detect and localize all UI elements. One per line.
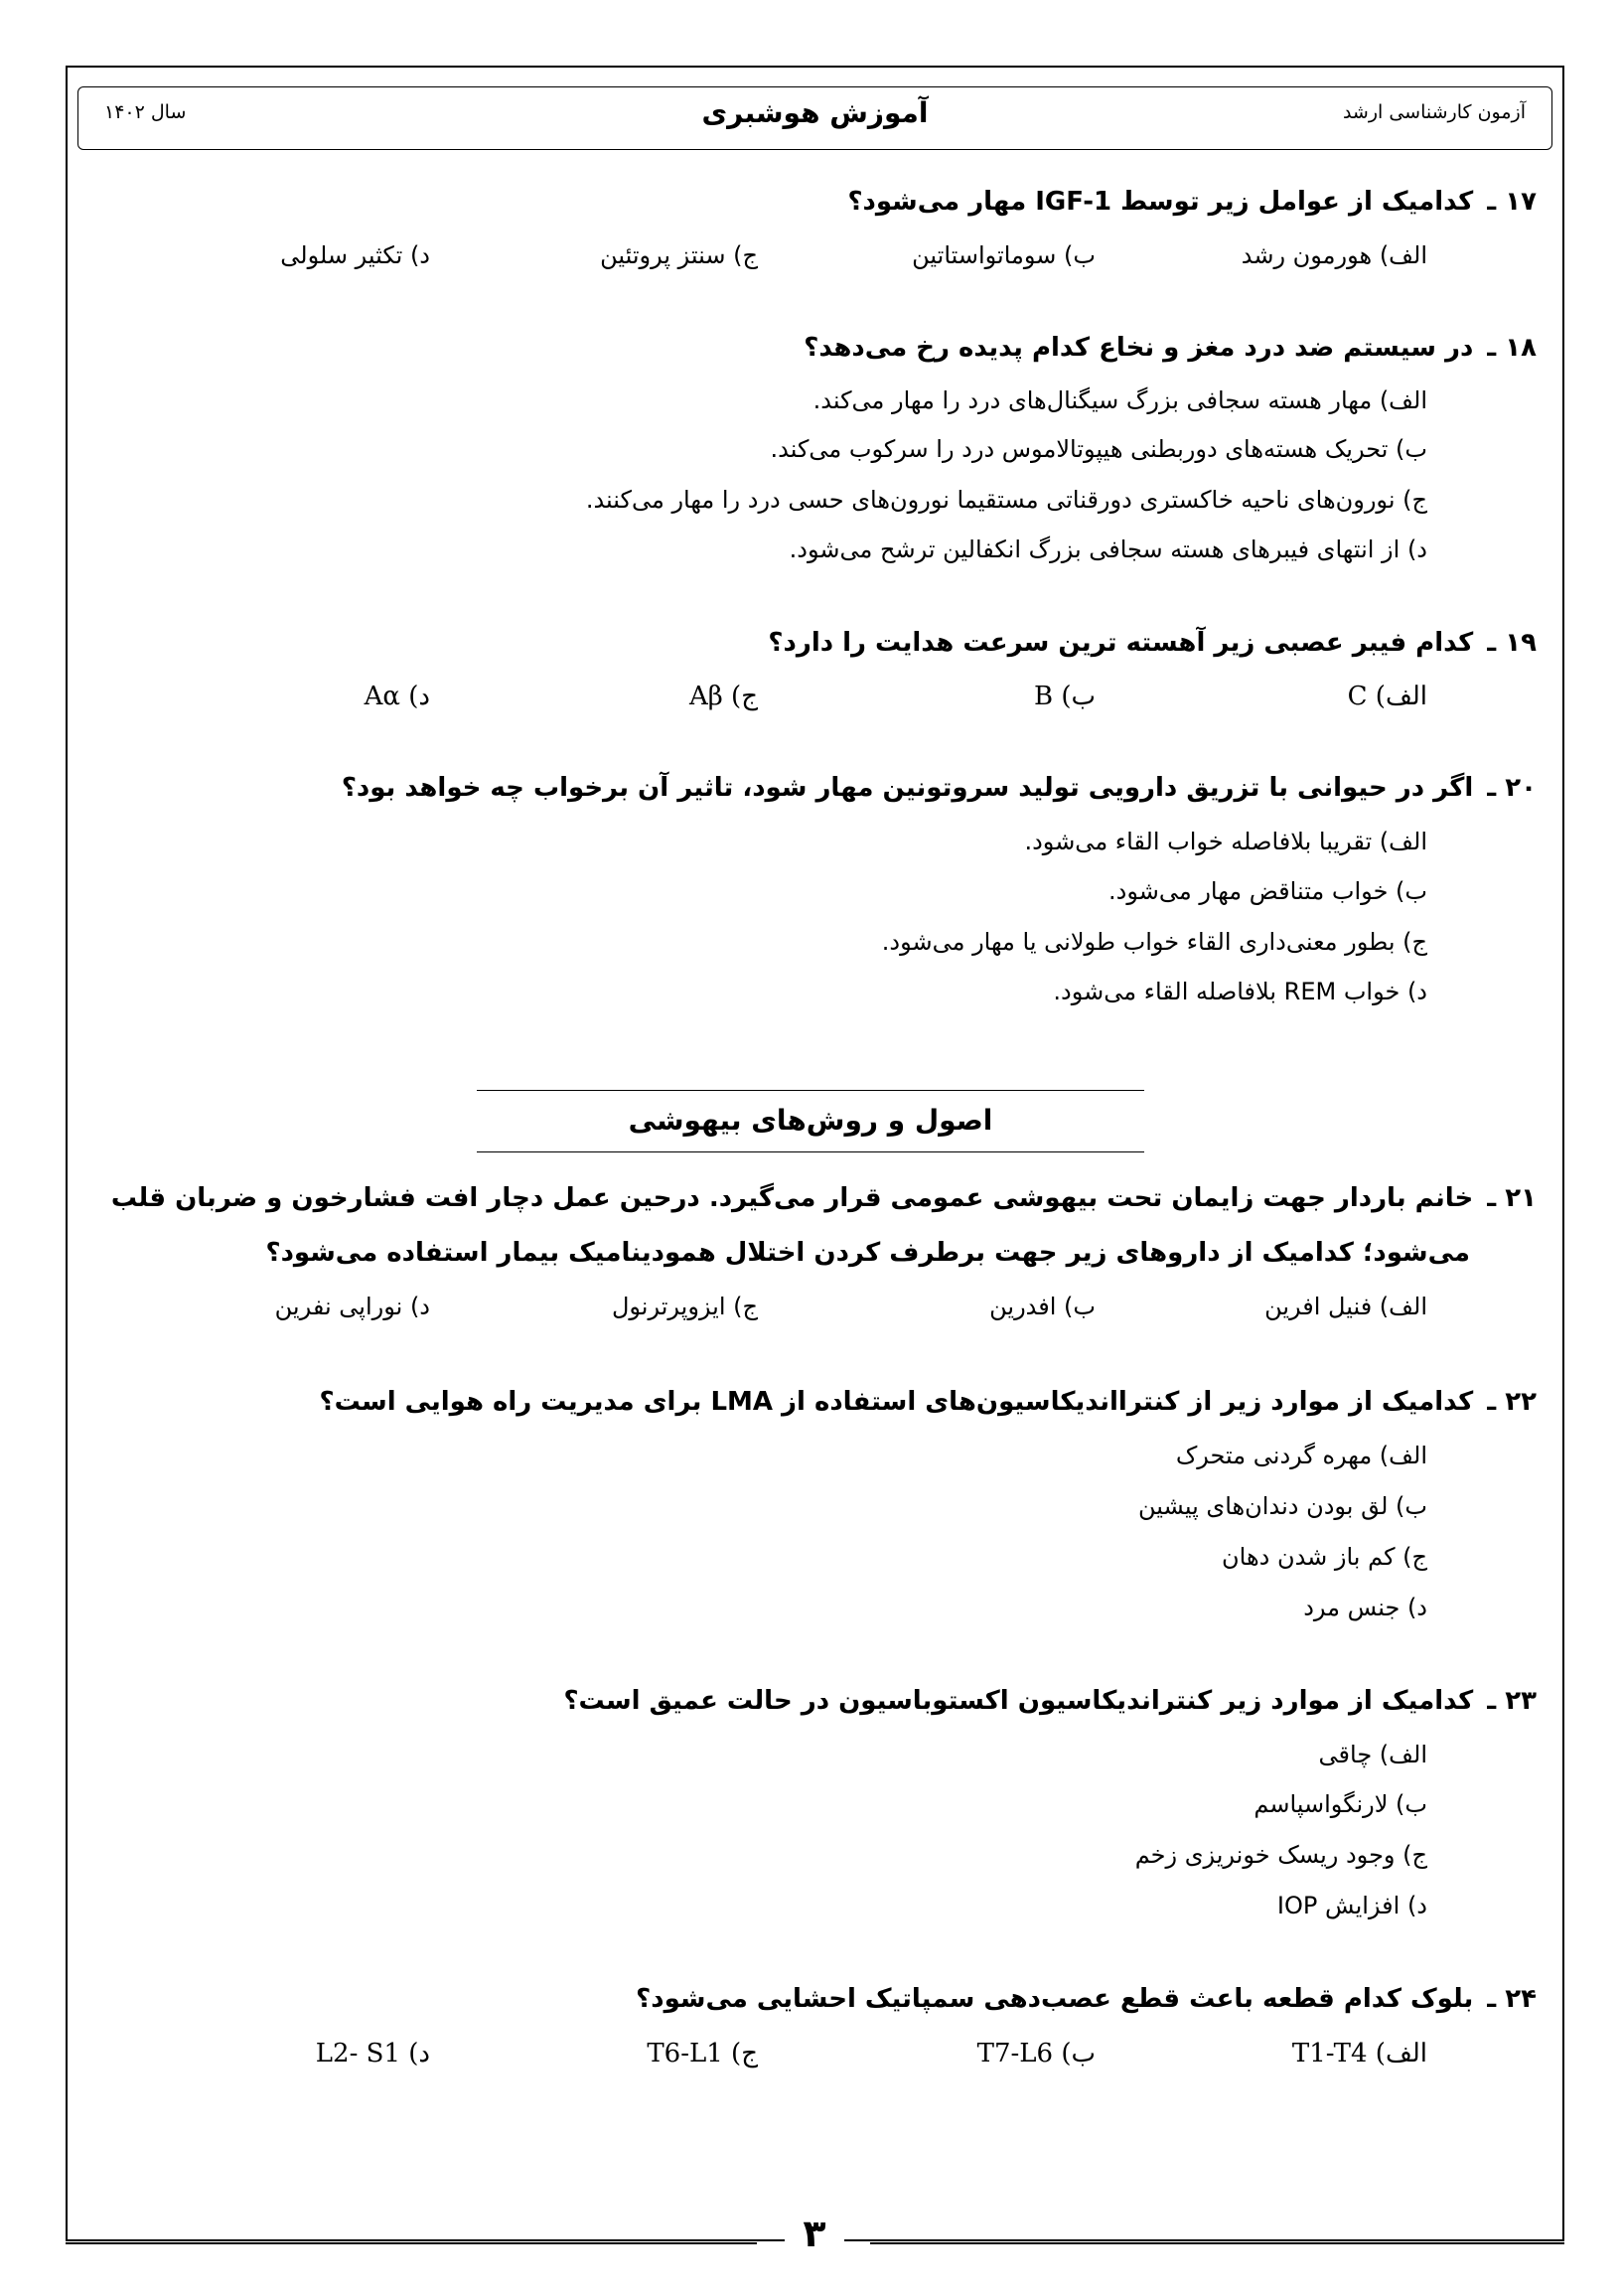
section-rule-bottom	[477, 1151, 1144, 1152]
question-19	[768, 628, 1537, 658]
option-a: الف) مهار هسته سجافی بزرگ سیگنال‌های درد را مهار می‌کند.	[812, 386, 1427, 414]
option-d: د) خواب REM بلافاصله القاء می‌شود.	[1053, 978, 1427, 1005]
option-d: د) تکثیر سلولی	[280, 241, 430, 269]
question-text: خانم باردار جهت زایمان تحت بیهوشی عمومی قرار می‌گیرد. درحین عمل دچار افت فشارخون و ضربان قلب	[110, 1183, 1474, 1213]
option-a: الف) فنیل افرین	[1264, 1293, 1427, 1320]
question-18	[804, 333, 1537, 363]
question-22	[320, 1387, 1537, 1417]
option-b: ب) لارنگواسپاسم	[1253, 1790, 1427, 1818]
option-a: الف) تقریبا بلافاصله خواب القاء می‌شود.	[1024, 828, 1427, 855]
option-d: د) از انتهای فیبرهای هسته سجافی بزرگ انکفالین ترشح می‌شود.	[789, 536, 1427, 563]
exam-title: آزمون کارشناسی ارشد	[1342, 101, 1526, 123]
option-d: د) Aα	[364, 682, 430, 711]
exam-year: سال ۱۴۰۲	[104, 101, 187, 123]
option-d: د) افزایش IOP	[1276, 1892, 1427, 1919]
footer-rule-right	[870, 2242, 1564, 2244]
question-number: ۲۲ ـ	[1487, 1387, 1537, 1417]
question-20	[342, 773, 1537, 803]
question-text: کدام فیبر عصبی زیر آهسته ترین سرعت هدایت را دارد؟	[768, 628, 1474, 658]
section-rule-top	[477, 1090, 1144, 1091]
option-a: الف) مهره گردنی متحرک	[1175, 1442, 1427, 1469]
option-a: الف) هورمون رشد	[1241, 241, 1427, 269]
option-d: د) L2- S1	[315, 2039, 430, 2068]
option-a: الف) C	[1347, 682, 1427, 711]
option-a: الف) T1-T4	[1291, 2039, 1427, 2068]
question-number: ۱۸ ـ	[1487, 333, 1537, 363]
question-text: اگر در حیوانی با تزریق دارویی تولید سروتونین مهار شود، تاثیر آن برخواب چه خواهد بود؟	[341, 773, 1474, 803]
option-c: ج) نورون‌های ناحیه خاکستری دورقناتی مستقیما نورون‌های حسی درد را مهار می‌کنند.	[585, 486, 1427, 514]
question-text: بلوک کدام قطعه باعث قطع عصب‌دهی سمپاتیک احشایی می‌شود؟	[636, 1984, 1474, 2014]
question-21-line2: می‌شود؛ کدامیک از داروهای زیر جهت برطرف کردن اختلال همودینامیک بیمار استفاده می‌شود؟	[265, 1238, 1470, 1268]
option-b: ب) لق بودن دندان‌های پیشین	[1137, 1492, 1427, 1520]
option-c: ج) وجود ریسک خونریزی زخم	[1134, 1841, 1427, 1869]
question-number: ۲۴ ـ	[1487, 1984, 1537, 2014]
question-24	[636, 1984, 1537, 2014]
footer-rule-left	[66, 2242, 757, 2244]
option-c: ج) کم باز شدن دهان	[1222, 1543, 1427, 1571]
option-b: ب) B	[1034, 682, 1096, 711]
option-d: د) جنس مرد	[1303, 1594, 1427, 1621]
option-b: ب) T7-L6	[976, 2039, 1096, 2068]
option-c: ج) T6-L1	[647, 2039, 758, 2068]
question-number: ۲۰ ـ	[1487, 773, 1537, 803]
option-c: ج) ایزوپرترنول	[611, 1293, 758, 1320]
section-title-text: اصول و روش‌های بیهوشی	[628, 1104, 993, 1137]
question-text: کدامیک از موارد زیر از کنترااندیکاسیون‌های استفاده از LMA برای مدیریت راه هوایی است؟	[319, 1387, 1474, 1417]
option-c: ج) Aβ	[688, 682, 758, 711]
option-b: ب) افدرین	[989, 1293, 1096, 1320]
question-number: ۲۳ ـ	[1487, 1686, 1537, 1716]
option-b: ب) تحریک هسته‌های دوربطنی هیپوتالاموس درد را سرکوب می‌کند.	[770, 435, 1427, 463]
question-23	[563, 1686, 1537, 1716]
question-number: ۱۹ ـ	[1487, 628, 1537, 658]
page-number: ۳	[785, 2212, 844, 2255]
section-heading	[477, 1090, 1144, 1152]
subject-title: آموزش هوشبری	[701, 96, 929, 129]
page-header	[77, 86, 1552, 150]
option-b: ب) سوماتواستاتین	[912, 241, 1096, 269]
question-text: در سیستم ضد درد مغز و نخاع کدام پدیده رخ می‌دهد؟	[804, 333, 1474, 363]
question-21	[111, 1183, 1537, 1213]
question-number: ۲۱ ـ	[1487, 1183, 1537, 1213]
question-17	[847, 187, 1537, 217]
question-text: کدامیک از موارد زیر کنتراندیکاسیون اکستوباسیون در حالت عمیق است؟	[563, 1686, 1474, 1716]
option-c: ج) سنتز پروتئین	[600, 241, 758, 269]
option-d: د) نوراپی نفرین	[274, 1293, 430, 1320]
option-b: ب) خواب متناقض مهار می‌شود.	[1108, 877, 1427, 905]
question-text: کدامیک از عوامل زیر توسط IGF-1 مهار می‌شود؟	[847, 187, 1474, 217]
option-c: ج) بطور معنی‌داری القاء خواب طولانی یا مهار می‌شود.	[881, 928, 1427, 956]
question-number: ۱۷ ـ	[1487, 187, 1537, 217]
option-a: الف) چاقی	[1318, 1741, 1427, 1768]
